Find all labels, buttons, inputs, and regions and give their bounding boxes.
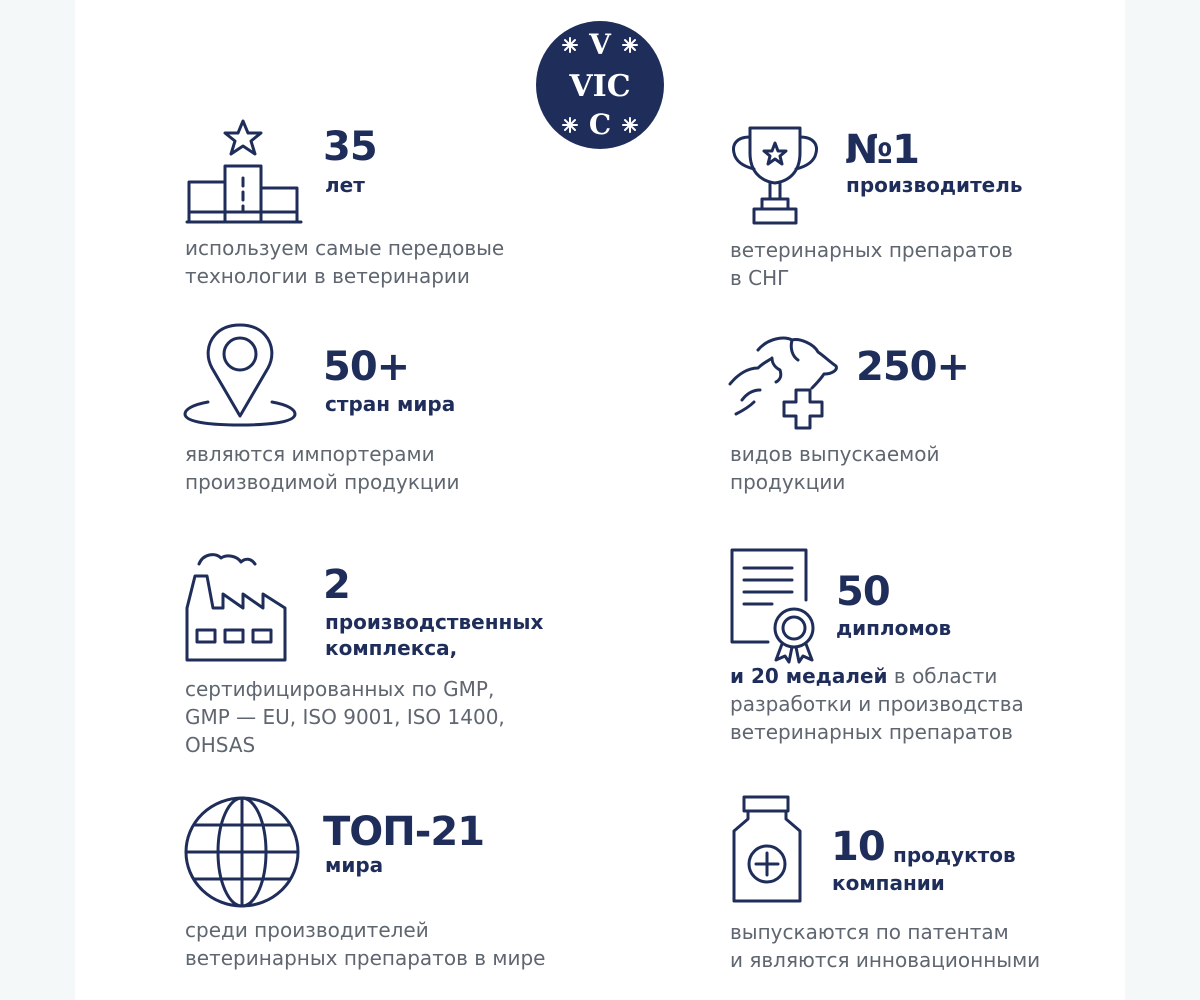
trophy-icon xyxy=(728,123,823,228)
stat-unit: компании xyxy=(832,871,945,895)
podium-star-icon xyxy=(185,118,303,228)
stat-value: 250+ xyxy=(856,344,970,390)
stat-value: 2 xyxy=(323,562,350,608)
stat-value: 10 xyxy=(831,824,885,870)
stat-value: ТОП-21 xyxy=(323,809,485,855)
stat-unit: дипломов xyxy=(836,616,952,640)
stat-description: среди производителей ветеринарных препаратов в мире xyxy=(185,918,546,970)
stat-description: сертифицированных по GMP, GMP — EU, ISO 9001, ISO 1400, OHSAS xyxy=(185,677,505,757)
map-pin-icon xyxy=(183,322,298,427)
stat-value: 35 xyxy=(323,124,377,170)
stat-unit: производственных комплекса, xyxy=(325,610,544,660)
stat-description: видов выпускаемой продукции xyxy=(730,442,940,494)
globe-icon xyxy=(184,795,302,910)
stat-value: 50 xyxy=(836,569,890,615)
medicine-bottle-icon xyxy=(730,795,805,905)
stat-description: используем самые передовые технологии в ветеринарии xyxy=(185,236,505,288)
stat-description: ветеринарных препаратов в СНГ xyxy=(730,238,1013,290)
stat-unit: лет xyxy=(325,173,365,197)
stat-unit: стран мира xyxy=(325,392,456,416)
certificate-icon xyxy=(728,548,828,663)
dog-cat-plus-icon xyxy=(728,330,843,430)
vic-logo xyxy=(536,21,664,149)
stat-unit: продуктов xyxy=(893,843,1016,867)
stat-unit: мира xyxy=(325,853,384,877)
stat-value: №1 xyxy=(845,127,919,173)
stat-description: выпускаются по патентам и являются инновационными xyxy=(730,920,1041,972)
stat-description: и 20 медалей в области разработки и производства ветеринарных препаратов xyxy=(730,664,1024,744)
stat-value: 50+ xyxy=(323,344,410,390)
factory-icon xyxy=(185,550,290,662)
svg-text:V: V xyxy=(589,28,611,61)
svg-text:C: C xyxy=(588,108,612,141)
svg-text:VIC: VIC xyxy=(569,69,631,104)
stat-unit: производитель xyxy=(846,173,1023,197)
stat-description: являются импортерами производимой продукции xyxy=(185,442,460,494)
